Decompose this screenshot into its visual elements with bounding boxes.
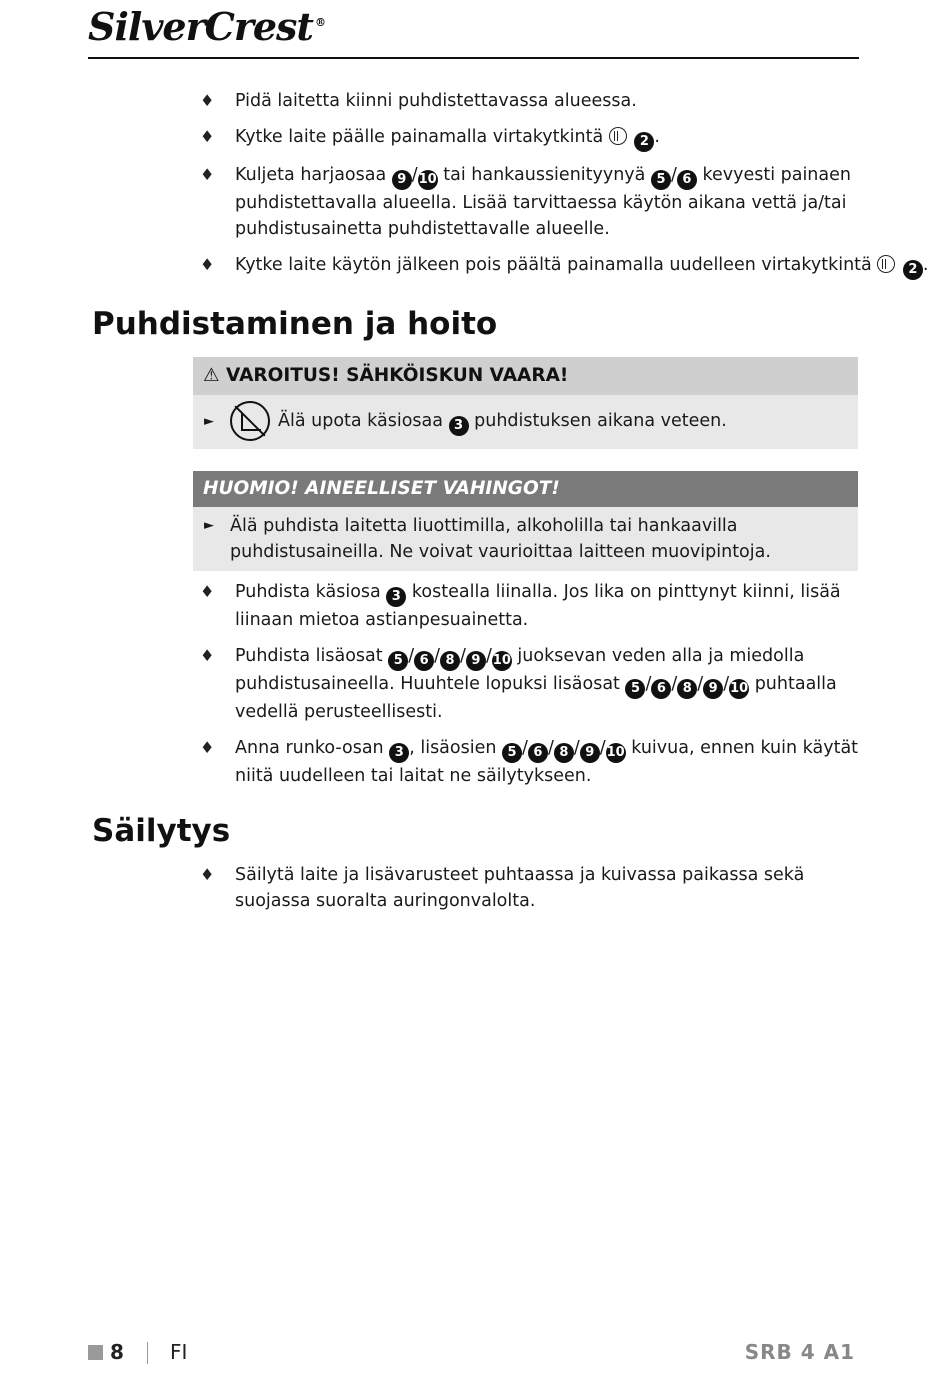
page-number: 8	[110, 1340, 124, 1364]
warning-triangle-icon: ⚠	[203, 365, 220, 386]
language-code: FI	[170, 1340, 188, 1364]
power-icon	[877, 255, 895, 273]
section-title: Puhdistaminen ja hoito	[92, 306, 498, 342]
storage-list	[200, 862, 860, 924]
header-rule	[88, 57, 859, 59]
list-item: ♦ Pidä laitetta kiinni puhdistettavassa alueessa.	[200, 91, 637, 111]
model-number: SRB 4 A1	[744, 1340, 855, 1364]
no-immersion-icon	[230, 401, 270, 441]
intro-list	[200, 88, 929, 290]
list-item: ♦ Kytke laite päälle painamalla virtakytkintä 2 .	[200, 124, 860, 152]
footer-separator	[147, 1342, 148, 1364]
list-item: ♦ Säilytä laite ja lisävarusteet puhtaassa ja kuivassa paikassa sekä suojassa suoralta auringonvalolta.	[200, 865, 805, 911]
warning-row: ► Älä upota käsiosaa 3 puhdistuksen aikana veteen.	[193, 395, 858, 449]
power-icon	[609, 127, 627, 145]
notice-header: HUOMIO! AINEELLISET VAHINGOT!	[193, 471, 858, 507]
section-title: Säilytys	[92, 813, 231, 849]
list-item: ♦ Kytke laite käytön jälkeen pois päältä painamalla uudelleen virtakytkintä 2 .	[200, 252, 860, 280]
brand-logo: SilverCrest ®	[88, 4, 325, 49]
warning-box	[193, 357, 858, 449]
notice-row: ► Älä puhdista laitetta liuottimilla, alkoholilla tai hankaavilla puhdistusaineilla. Ne voivat vaurioittaa laitteen muovipintoja.	[204, 516, 771, 562]
warning-header: ⚠ VAROITUS! SÄHKÖISKUN VAARA!	[193, 357, 858, 395]
notice-box	[193, 471, 858, 571]
list-item: ♦ Anna runko-osan 3 , lisäosien 5 / 6 / 8 / 9 /10 kuivua, ennen kuin käytät niitä uudelleen tai laitat ne säilytykseen.	[200, 738, 859, 786]
footer-square	[88, 1345, 103, 1360]
list-item: ♦ Kuljeta harjaosaa 9 /10 tai hankaussienityynyä 5 / 6 kevyesti painaen puhdistettavalla alueella. Lisää tarvittaessa käytön aikana vettä ja/tai puhdistusainetta puhdistettavalle alueelle.	[200, 165, 851, 239]
care-list	[200, 579, 860, 799]
list-item: ♦ Puhdista lisäosat 5 / 6 / 8 / 9 /10 juoksevan veden alla ja miedolla puhdistusaineella. Huuhtele lopuksi lisäosat 5 / 6 / 8 / 9 /10 puhtaalla vedellä perusteellisesti.	[200, 646, 837, 722]
list-item: ♦ Puhdista käsiosa 3 kostealla liinalla. Jos lika on pinttynyt kiinni, lisää liinaan mietoa astianpesuainetta.	[200, 582, 841, 630]
